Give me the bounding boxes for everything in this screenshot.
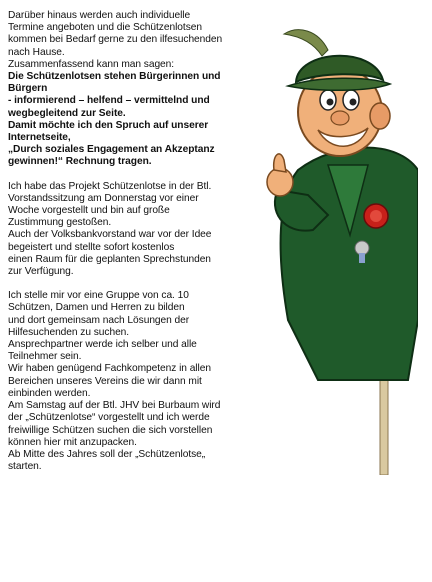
text-line: Wir haben genügend Fachkompetenz in allen — [8, 363, 211, 375]
schuetzen-mascot-illustration — [258, 20, 418, 475]
text-line: kommen bei Bedarf gerne zu den ilfesuchenden — [8, 34, 223, 46]
text-line: freiwillige Schützen suchen die sich vorstellen — [8, 424, 213, 436]
text-line: Teilnehmer sein. — [8, 351, 82, 363]
text-line: Zusammenfassend kann man sagen: — [8, 58, 175, 70]
paragraph-gap — [8, 169, 256, 181]
text-line: zur Verfügung. — [8, 266, 74, 278]
paragraph — [8, 10, 256, 71]
text-line: Auch der Volksbankvorstand war vor der Idee — [8, 229, 212, 241]
text-line: Bürgern — [8, 83, 48, 95]
text-line: - informierend – helfend – vermittelnd und — [8, 95, 210, 107]
text-line: Woche vorgestellt und bin auf große — [8, 205, 170, 217]
text-line: starten. — [8, 461, 42, 473]
text-line: wegbegleitend zur Seite. — [8, 107, 126, 119]
text-line: Bereichen unseres Vereins die wir dann mit — [8, 375, 202, 387]
text-line: Darüber hinaus werden auch individuelle — [8, 10, 191, 21]
text-line: gewinnen!“ Rechnung tragen. — [8, 156, 152, 168]
text-line: Ab Mitte des Jahres soll der „Schützenlotse„ — [8, 448, 206, 460]
text-line: Hilfesuchenden zu suchen. — [8, 326, 130, 338]
paragraph — [8, 71, 256, 169]
text-line: und dort gemeinsam nach Lösungen der — [8, 314, 190, 326]
text-line: Vorstandssitzung am Donnerstag vor einer — [8, 192, 199, 204]
paragraph-gap — [8, 278, 256, 290]
text-line: Am Samstag auf der Btl. JHV bei Burbaum wird — [8, 400, 221, 412]
text-line: einen Raum für die geplanten Sprechstunden — [8, 253, 211, 265]
text-line: begeistert und stellte sofort kostenlos — [8, 241, 175, 253]
text-line: Schützen, Damen und Herren zu bilden — [8, 302, 185, 314]
text-line: der „Schützenlotse“ vorgestellt und ich werde — [8, 412, 210, 424]
text-line: Ansprechpartner werde ich selber und alle — [8, 339, 197, 351]
text-line: können hier mit anzupacken. — [8, 436, 137, 448]
text-line: „Durch soziales Engagement an Akzeptanz — [8, 144, 215, 156]
paragraph — [8, 290, 256, 473]
text-line: Internetseite, — [8, 132, 71, 144]
text-line: Damit möchte ich den Spruch auf unserer — [8, 119, 209, 131]
paragraph — [8, 181, 256, 279]
text-line: Die Schützenlotsen stehen Bürgerinnen und — [8, 71, 221, 83]
text-line: Ich habe das Projekt Schützenlotse in der Btl. — [8, 180, 212, 192]
text-line: Ich stelle mir vor eine Gruppe von ca. 10 — [8, 290, 189, 302]
body-text — [8, 10, 256, 473]
text-line: einbinden werden. — [8, 387, 91, 399]
text-line: Zustimmung gestoßen. — [8, 217, 112, 229]
text-line: nach Hause. — [8, 46, 65, 58]
text-line: Termine angeboten und die Schützenlotsen — [8, 22, 202, 34]
